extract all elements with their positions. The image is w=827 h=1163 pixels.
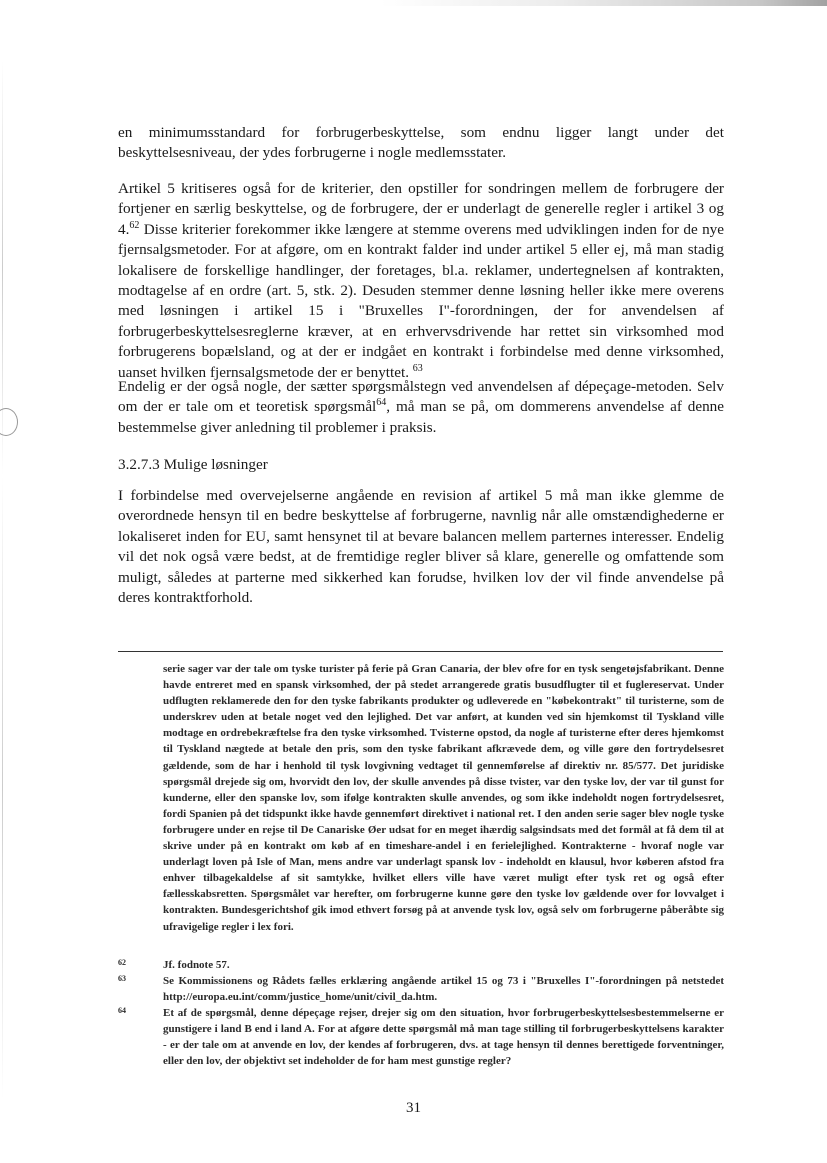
scan-margin-artifact (2, 60, 3, 1100)
paragraph-2-text-a: Artikel 5 kritiseres også for de kriterier, den opstiller for sondringen mellem de forbrugere der fortjener en særlig beskyttelse, og de forbrugere, der er underlagt de generelle regler i artikel 3 og 4. (118, 180, 724, 238)
punch-hole (0, 408, 18, 436)
footnote-text: Et af de spørgsmål, denne dépeçage rejser, drejer sig om den situation, hvor forbrugerbeskyttelsesbestemmelserne er gunstigere i land B end i land A. For at afgøre dette spørgsmål må man tage stilling til forbrugerbeskyttelsens karakter - er der tale om at anvende en lov, der kendes af forbrugeren, dvs. at tage hensyn til dennes berettigede forventninger, eller den lov, der objektivt set indeholder de for ham mest gunstige regler? (163, 1007, 724, 1068)
footnote-text: Se Kommissionens og Rådets fælles erklæring angående artikel 15 og 73 i "Bruxelles I"-forordningen på netstedet http://europa.eu.int/comm/justice_home/unit/civil_da.htm. (163, 975, 724, 1004)
footnote-ref-62: 62 (129, 219, 140, 231)
paragraph-1: en minimumsstandard for forbrugerbeskyttelse, som endnu ligger langt under det beskyttelsesniveau, der ydes forbrugerne i nogle medlemsstater. (118, 124, 724, 162)
scan-artifact (380, 0, 827, 6)
paragraph-3 (118, 377, 724, 438)
paragraph-2-text-b: Disse kriterier forekommer ikke længere at stemme overens med udviklingen inden for de nye fjernsalgsmetoder. For at afgøre, om en kontrakt falder ind under artikel 5 eller ej, må man stadig lokalisere de forskellige handlinger, der foretages, bl.a. reklamer, undertegnelsen af kontrakten, modtagelse af en ordre (art. 5, stk. 2). Desuden stemmer denne løsning heller ikke mere overens med løsningen i artikel 15 i "Bruxelles I"-forordningen, der for anvendelsen af forbrugerbeskyttelsesreglerne kræver, at en erhvervsdrivende har rettet sin virksomhed mod forbrugerens bopælsland, og at der er indgået en kontrakt i forbindelse med denne virksomhed, uanset hvilken fjernsalgsmetode der er benyttet. (118, 220, 724, 381)
paragraph-3-text-a: Endelig er der også nogle, der sætter spørgsmålstegn ved anvendelsen af dépeçage-metoden. Selv om der er tale om et teoretisk spørgsmål (118, 378, 724, 416)
footnote-continuation: serie sager var der tale om tyske turister på ferie på Gran Canaria, der blev ofre for en tysk sengetøjsfabrikant. Denne havde entreret med en spansk virksomhed, der på stedet arrangerede gratis busudflugter til et fuglereservat. Under udflugten reklamerede den for den tyske fabrikants produkter og udleverede en "købekontrakt" til turisterne, som de underskrev uden at betale noget ved den lejlighed. Det var anført, at kunden ved sin hjemkomst til Tyskland ville modtage en ordrebekræftelse fra den tyske virksomhed. Tvisterne opstod, da nogle af turisterne efter deres hjemkomst til Tyskland nægtede at betale den pris, som den tyske fabrikant afkrævede dem, og ville gøre den fortrydelsesret gældende, som de har i henhold til tysk lovgivning vedtaget til gennemførelse af direktiv nr. 85/577. Det juridiske spørgsmål drejede sig om, hvorvidt den lov, der skulle anvendes på disse tvister, var den tyske lov, der var til gunst for kunderne, eller den spanske lov, som ifølge kontrakten skulle anvendes, og som ikke indeholdt nogen fortrydelsesret, fordi Spanien på det tidspunkt ikke havde gennemført direktivet i national ret. I den anden serie sager blev nogle tyske forbrugere under en rejse til De Canariske Øer udsat for en meget ihærdig salgsindsats med det formål at få dem til at skrive under på en kontrakt om køb af en timeshare-andel i en ferielejlighed. Kontrakterne - hvoraf nogle var underlagt loven på Isle of Man, mens andre var underlagt spansk lov - indeholdt en klausul, hvor køberen afstod fra enhver tilbagekaldelse af sit samtykke, hvilket ellers ville have været muligt efter tysk ret og også efter fællesskabsretten. Spørgsmålet var herefter, om forbrugerne kunne gøre den tyske lov gældende over for lovvalget i kontrakten. Bundesgerichtshof gik imod ethvert forsøg på at anvende tysk lov, også selv om forbrugerne påberåbte sig ufravigelige regler i lex fori. (163, 663, 724, 933)
footnote-ref-63: 63 (412, 362, 423, 374)
footnote-separator (118, 651, 723, 652)
paragraph-3-text-b: , må man se på, om dommerens anvendelse af denne bestemmelse giver anledning til problemer i praksis. (118, 398, 725, 436)
footnote-number: 64 (118, 1006, 126, 1015)
footnote-ref-64: 64 (376, 397, 387, 409)
footnote-number: 62 (118, 958, 126, 967)
page-number: 31 (406, 1100, 421, 1116)
footnote-number: 63 (118, 974, 126, 983)
footnote-text: Jf. fodnote 57. (163, 959, 230, 971)
paragraph-2 (118, 179, 724, 383)
section-heading: 3.2.7.3 Mulige løsninger (118, 456, 268, 473)
paragraph-4: I forbindelse med overvejelserne angående en revision af artikel 5 må man ikke glemme de overordnede hensyn til en bedre beskyttelse af forbrugerne, navnlig når alle omstændighederne er lokaliseret inden for EU, samt hensynet til at bevare balancen mellem parternes interesser. Endelig vil det nok også være bedst, at de fremtidige regler bliver så klare, generelle og omfattende som muligt, således at parterne med sikkerhed kan forudse, hvilken lov der vil finde anvendelse på deres kontraktforhold. (118, 487, 724, 607)
